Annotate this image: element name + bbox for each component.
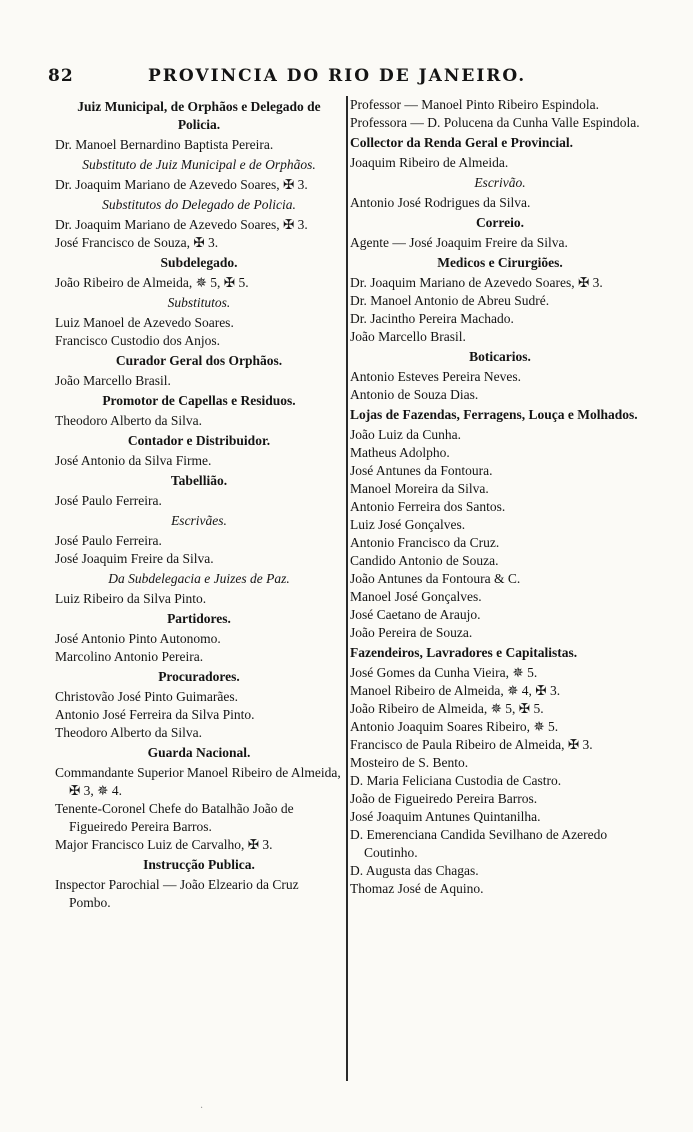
section-heading: Procuradores. [158,669,240,684]
section-heading: Lojas de Fazendas, Ferragens, Louça e Molhados. [350,407,638,422]
list-entry: Antonio Joaquim Soares Ribeiro, ✵ 5. [350,719,559,734]
list-entry: Antonio Ferreira dos Santos. [350,499,506,514]
list-entry: João Ribeiro de Almeida, ✵ 5, ✠ 5. [55,275,249,290]
list-entry: Major Francisco Luiz de Carvalho, ✠ 3. [55,837,273,852]
list-entry: Agente — José Joaquim Freire da Silva. [350,235,568,250]
section-subheading: Escrivão. [474,175,526,190]
list-entry: Manoel José Gonçalves. [350,589,482,604]
section-heading: Fazendeiros, Lavradores e Capitalistas. [350,645,578,660]
list-entry: João Antunes da Fontoura & C. [350,571,521,586]
section-heading: Promotor de Capellas e Residuos. [102,393,296,408]
list-entry: Mosteiro de S. Bento. [350,755,469,770]
section-heading: Collector da Renda Geral e Provincial. [350,135,573,150]
list-entry: Manoel Moreira da Silva. [350,481,489,496]
section-subheading: Escrivães. [171,513,227,528]
section-subheading: Substitutos. [167,295,231,310]
list-entry: D. Augusta das Chagas. [350,863,479,878]
page-header [48,60,658,90]
section-heading: Tabellião. [170,473,228,488]
list-entry: João Pereira de Souza. [350,625,473,640]
section-heading: Curador Geral dos Orphãos. [115,353,283,368]
list-entry: João Ribeiro de Almeida, ✵ 5, ✠ 5. [350,701,544,716]
page-speck: · [200,1103,204,1114]
list-entry: Dr. Joaquim Mariano de Azevedo Soares, ✠ 3. [55,177,308,192]
list-entry: Tenente-Coronel Chefe do Batalhão João de Figueiredo Pereira Barros. [55,801,294,834]
list-entry: João Luiz da Cunha. [350,427,461,442]
list-entry: Luiz José Gonçalves. [350,517,466,532]
section-heading: Contador e Distribuidor. [127,433,271,448]
list-entry: Theodoro Alberto da Silva. [55,725,202,740]
list-entry: José Antunes da Fontoura. [350,463,493,478]
list-entry: D. Maria Feliciana Custodia de Castro. [350,773,562,788]
list-entry: José Francisco de Souza, ✠ 3. [55,235,219,250]
list-entry: José Antonio da Silva Firme. [55,453,212,468]
list-entry: Christovão José Pinto Guimarães. [55,689,238,704]
section-subheading: Substituto de Juiz Municipal e de Orphãos. [82,157,316,172]
section-heading: Correio. [475,215,525,230]
list-entry: José Paulo Ferreira. [55,533,162,548]
column-divider [346,96,348,1081]
section-heading: Boticarios. [469,349,531,364]
list-entry: José Gomes da Cunha Vieira, ✵ 5. [350,665,538,680]
section-heading: Medicos e Cirurgiões. [437,255,563,270]
list-entry: Luiz Ribeiro da Silva Pinto. [55,591,207,606]
section-heading: Guarda Nacional. [147,745,251,760]
list-entry: Dr. Jacintho Pereira Machado. [350,311,514,326]
right-column [350,96,650,898]
section-subheading: Substitutos do Delegado de Policia. [102,197,296,212]
list-entry: João Marcello Brasil. [350,329,466,344]
section-heading: Instrucção Publica. [143,857,255,872]
list-entry: José Caetano de Araujo. [350,607,481,622]
list-entry: Joaquim Ribeiro de Almeida. [350,155,509,170]
list-entry: Dr. Joaquim Mariano de Azevedo Soares, ✠ 3. [55,217,308,232]
page-number: 82 [48,66,74,86]
list-entry: João de Figueiredo Pereira Barros. [350,791,538,806]
section-heading: Subdelegado. [160,255,238,270]
left-column [55,96,343,912]
section-subheading: Da Subdelegacia e Juizes de Paz. [108,571,290,586]
list-entry: Antonio José Ferreira da Silva Pinto. [55,707,255,722]
list-entry: Francisco Custodio dos Anjos. [55,333,221,348]
list-entry: Dr. Manoel Bernardino Baptista Pereira. [55,137,274,152]
list-entry: Inspector Parochial — João Elzeario da Cruz Pombo. [55,877,299,910]
list-entry: José Paulo Ferreira. [55,493,162,508]
list-entry: Dr. Joaquim Mariano de Azevedo Soares, ✠ 3. [350,275,603,290]
section-heading: Juiz Municipal, de Orphãos e Delegado de Policia. [77,99,321,132]
list-entry: João Marcello Brasil. [55,373,171,388]
section-heading: Partidores. [167,611,231,626]
list-entry: José Joaquim Freire da Silva. [55,551,214,566]
list-entry: José Antonio Pinto Autonomo. [55,631,221,646]
list-entry: Professor — Manoel Pinto Ribeiro Espindola. [350,97,599,112]
list-entry: Luiz Manoel de Azevedo Soares. [55,315,234,330]
list-entry: Commandante Superior Manoel Ribeiro de Almeida, ✠ 3, ✵ 4. [55,765,341,798]
list-entry: Francisco de Paula Ribeiro de Almeida, ✠ 3. [350,737,593,752]
list-entry: Manoel Ribeiro de Almeida, ✵ 4, ✠ 3. [350,683,561,698]
list-entry: Antonio Francisco da Cruz. [350,535,500,550]
list-entry: Candido Antonio de Souza. [350,553,499,568]
list-entry: Antonio Esteves Pereira Neves. [350,369,521,384]
list-entry: D. Emerenciana Candida Sevilhano de Azeredo Coutinho. [350,827,608,860]
list-entry: Marcolino Antonio Pereira. [55,649,204,664]
list-entry: José Joaquim Antunes Quintanilha. [350,809,541,824]
list-entry: Professora — D. Polucena da Cunha Valle Espindola. [350,115,640,130]
list-entry: Antonio José Rodrigues da Silva. [350,195,531,210]
running-title: PROVINCIA DO RIO DE JANEIRO. [148,66,527,86]
list-entry: Antonio de Souza Dias. [350,387,479,402]
list-entry: Thomaz José de Aquino. [350,881,484,896]
list-entry: Dr. Manoel Antonio de Abreu Sudré. [350,293,550,308]
list-entry: Theodoro Alberto da Silva. [55,413,202,428]
list-entry: Matheus Adolpho. [350,445,450,460]
